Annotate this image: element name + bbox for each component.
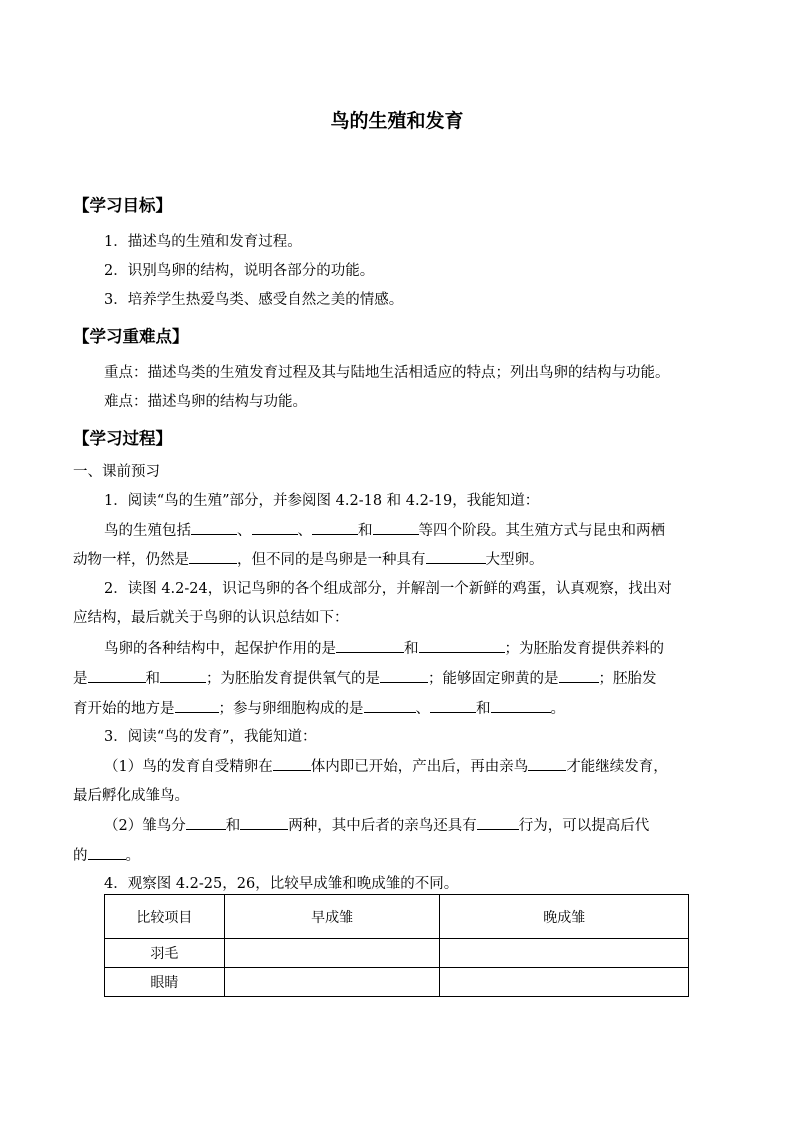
section-objectives: 【学习目标】 [73,196,172,215]
blank[interactable] [419,638,505,653]
blank[interactable] [252,520,298,535]
table-header-cell: 早成雏 [224,895,440,939]
blank[interactable] [491,698,551,713]
blank[interactable] [189,549,237,564]
objective-1: 1．描述鸟的生殖和发育过程。 [104,234,302,250]
blank[interactable] [528,756,566,771]
blank[interactable] [380,668,428,683]
blank[interactable] [336,638,404,653]
objective-2: 2．识别鸟卵的结构，说明各部分的功能。 [104,263,375,279]
q4-intro: 4．观察图 4.2-25，26，比较早成雏和晚成雏的不同。 [104,876,459,892]
q1-intro: 1．阅读“鸟的生殖”部分，并参阅图 4.2-18 和 4.2-19，我能知道： [104,493,540,509]
blank[interactable] [186,815,226,830]
q2-line-4: 是 和 ；为胚胎发育提供氧气的是 ；能够固定卵黄的是 ；胚胎发 [73,668,657,689]
section-process: 【学习过程】 [73,429,172,448]
objective-3: 3．培养学生热爱鸟类、感受自然之美的情感。 [104,292,404,308]
blank[interactable] [191,520,237,535]
table-header-cell: 比较项目 [105,895,225,939]
blank[interactable] [426,549,486,564]
blank[interactable] [160,668,206,683]
page-title: 鸟的生殖和发育 [330,110,464,132]
q2-line-5: 育开始的地方是 ；参与卵细胞构成的是 、 和 。 [73,698,565,719]
comparison-table [104,894,689,997]
q3-1-line-1: （1）鸟的发育自受精卵在 体内即已开始，产出后，再由亲鸟 才能继续发育， [104,756,668,777]
table-header-cell: 晚成雏 [440,895,689,939]
blank[interactable] [312,520,358,535]
table-header-row [105,895,689,939]
table-row [105,968,689,997]
q2-line-2: 应结构，最后就关于鸟卵的认识总结如下： [73,610,349,626]
table-cell[interactable] [224,968,440,997]
table-cell[interactable] [440,968,689,997]
blank[interactable] [477,815,519,830]
blank[interactable] [175,698,219,713]
table-cell: 羽毛 [105,939,225,968]
blank[interactable] [364,698,416,713]
table-cell[interactable] [440,939,689,968]
q3-1-line-2: 最后孵化成雏鸟。 [73,788,189,804]
blank[interactable] [273,756,311,771]
blank[interactable] [88,845,126,860]
q3-2-line-1: （2）雏鸟分 和 两种，其中后者的亲鸟还具有 行为，可以提高后代 [104,815,649,836]
table-cell: 眼睛 [105,968,225,997]
table-cell[interactable] [224,939,440,968]
blank[interactable] [430,698,476,713]
key-point-focus: 重点：描述鸟类的生殖发育过程及其与陆地生活相适应的特点；列出鸟卵的结构与功能。 [104,365,670,381]
blank[interactable] [88,668,146,683]
q2-line-1: 2．读图 4.2-24，识记鸟卵的各个组成部分，并解剖一个新鲜的鸡蛋，认真观察，找出对 [104,581,672,597]
preview-heading: 一、课前预习 [73,464,160,480]
blank[interactable] [373,520,419,535]
blank[interactable] [559,668,599,683]
q2-line-3: 鸟卵的各种结构中，起保护作用的是 和 ；为胚胎发育提供养料的 [104,638,664,659]
q3-intro: 3．阅读“鸟的发育”，我能知道： [104,729,317,745]
key-point-difficulty: 难点：描述鸟卵的结构与功能。 [104,394,307,410]
section-key-points: 【学习重难点】 [73,327,189,346]
table-row [105,939,689,968]
q1-line-1: 鸟的生殖包括 、 、 和 等四个阶段。其生殖方式与昆虫和两栖 [104,520,665,541]
q1-line-2: 动物一样，仍然是 ，但不同的是鸟卵是一种具有 大型卵。 [73,549,544,570]
blank[interactable] [240,815,288,830]
q3-2-line-2: 的 。 [73,845,140,866]
